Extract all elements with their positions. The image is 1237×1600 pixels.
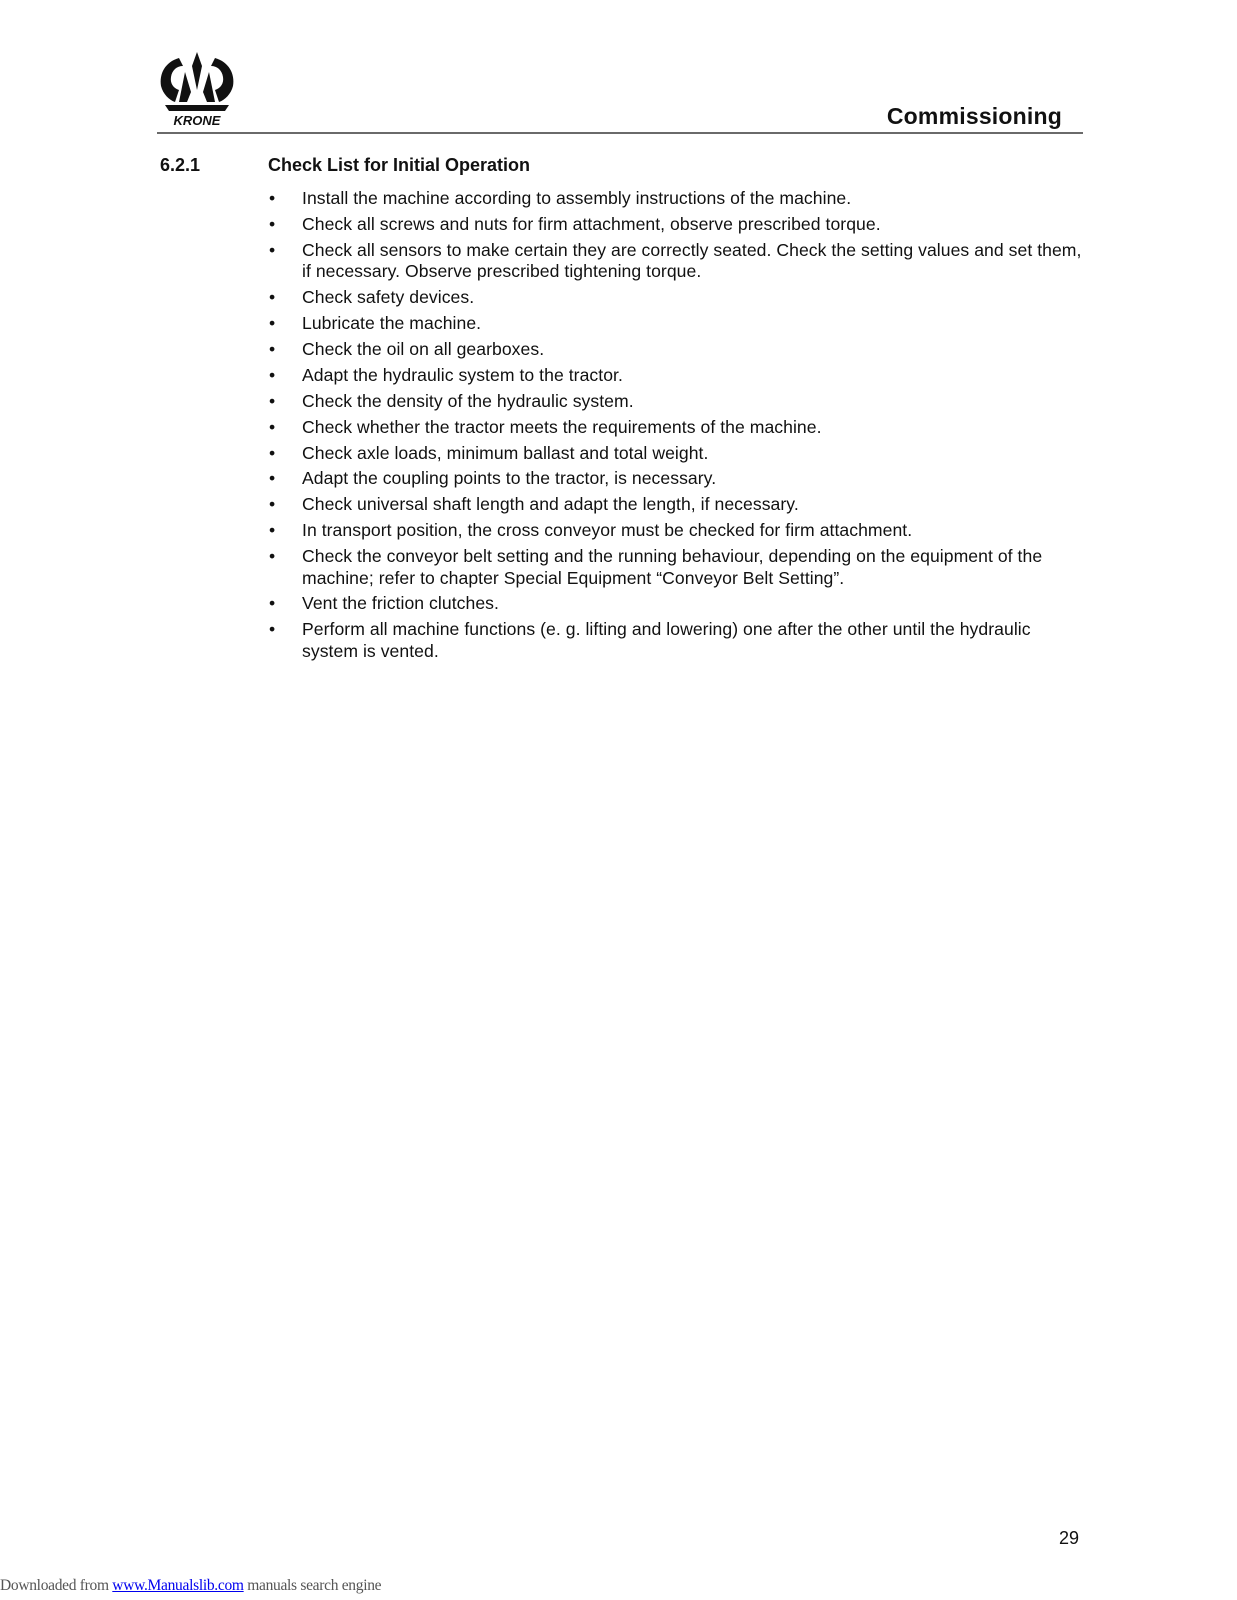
bullet-icon: • bbox=[269, 593, 276, 614]
bullet-icon: • bbox=[269, 416, 276, 437]
checklist-item-text: Check all sensors to make certain they are correctly seated. Check the setting values and set them, if necessary. Observe prescribed tightening torque. bbox=[302, 239, 1082, 282]
checklist-item bbox=[268, 619, 1088, 662]
checklist-item-text: Adapt the hydraulic system to the tractor. bbox=[302, 364, 623, 385]
checklist-item bbox=[268, 391, 1088, 413]
checklist-item-text: Check the conveyor belt setting and the running behaviour, depending on the equipment of the machine; refer to chapter Special Equipment “Conveyor Belt Setting”. bbox=[302, 546, 1043, 588]
bullet-icon: • bbox=[269, 239, 276, 260]
manualslib-link[interactable]: www.Manualslib.com bbox=[112, 1577, 244, 1594]
header-divider bbox=[157, 132, 1083, 134]
footer-suffix: manuals search engine bbox=[243, 1577, 382, 1594]
bullet-icon: • bbox=[269, 442, 276, 463]
bullet-icon: • bbox=[269, 468, 276, 489]
checklist-item bbox=[268, 468, 1088, 490]
chapter-title: Commissioning bbox=[886, 103, 1062, 129]
checklist-item bbox=[268, 443, 1088, 465]
checklist-item bbox=[268, 313, 1088, 335]
bullet-icon: • bbox=[269, 494, 276, 515]
checklist-item-text: Check all screws and nuts for firm attachment, observe prescribed torque. bbox=[302, 213, 881, 234]
checklist-item-text: Check axle loads, minimum ballast and total weight. bbox=[302, 442, 709, 463]
checklist-item-text: In transport position, the cross conveyor must be checked for firm attachment. bbox=[302, 520, 913, 541]
checklist-item-text: Install the machine according to assembly instructions of the machine. bbox=[302, 188, 852, 208]
bullet-icon: • bbox=[269, 619, 276, 640]
bullet-icon: • bbox=[269, 546, 276, 567]
bullet-icon: • bbox=[269, 313, 276, 334]
section-heading: Check List for Initial Operation bbox=[268, 155, 531, 175]
section-number: 6.2.1 bbox=[160, 155, 201, 175]
checklist-item bbox=[268, 520, 1088, 542]
checklist-item bbox=[268, 494, 1088, 516]
initial-operation-checklist bbox=[268, 188, 1088, 667]
bullet-icon: • bbox=[269, 287, 276, 308]
checklist-item bbox=[268, 287, 1088, 309]
checklist-item-text: Check the oil on all gearboxes. bbox=[302, 338, 545, 359]
checklist-item-text: Check safety devices. bbox=[302, 287, 475, 308]
bullet-icon: • bbox=[269, 520, 276, 541]
checklist-item-text: Check the density of the hydraulic system. bbox=[302, 390, 634, 411]
checklist-item bbox=[268, 417, 1088, 439]
footer-prefix: Downloaded from bbox=[0, 1577, 113, 1594]
page-number: 29 bbox=[1058, 1528, 1079, 1548]
checklist-item-text: Adapt the coupling points to the tractor, is necessary. bbox=[302, 468, 717, 489]
checklist-item bbox=[268, 339, 1088, 361]
bullet-icon: • bbox=[269, 364, 276, 385]
checklist-item bbox=[268, 188, 1088, 210]
bullet-icon: • bbox=[269, 213, 276, 234]
checklist-item-text: Perform all machine functions (e. g. lifting and lowering) one after the other until the hydraulic system is vented. bbox=[302, 619, 1031, 661]
download-footer bbox=[0, 1577, 381, 1595]
checklist-item bbox=[268, 214, 1088, 236]
bullet-icon: • bbox=[269, 188, 276, 208]
checklist-item bbox=[268, 546, 1088, 589]
krone-crown-icon bbox=[157, 50, 237, 128]
checklist-item-text: Vent the friction clutches. bbox=[302, 593, 499, 614]
krone-logo bbox=[157, 50, 237, 128]
logo-wordmark: KRONE bbox=[173, 113, 221, 128]
checklist-item-text: Check universal shaft length and adapt the length, if necessary. bbox=[302, 494, 799, 515]
checklist-item bbox=[268, 240, 1088, 283]
checklist-item-text: Lubricate the machine. bbox=[302, 313, 482, 334]
checklist-item-text: Check whether the tractor meets the requirements of the machine. bbox=[302, 416, 822, 437]
bullet-icon: • bbox=[269, 390, 276, 411]
checklist-item bbox=[268, 593, 1088, 615]
checklist-item bbox=[268, 365, 1088, 387]
bullet-icon: • bbox=[269, 338, 276, 359]
